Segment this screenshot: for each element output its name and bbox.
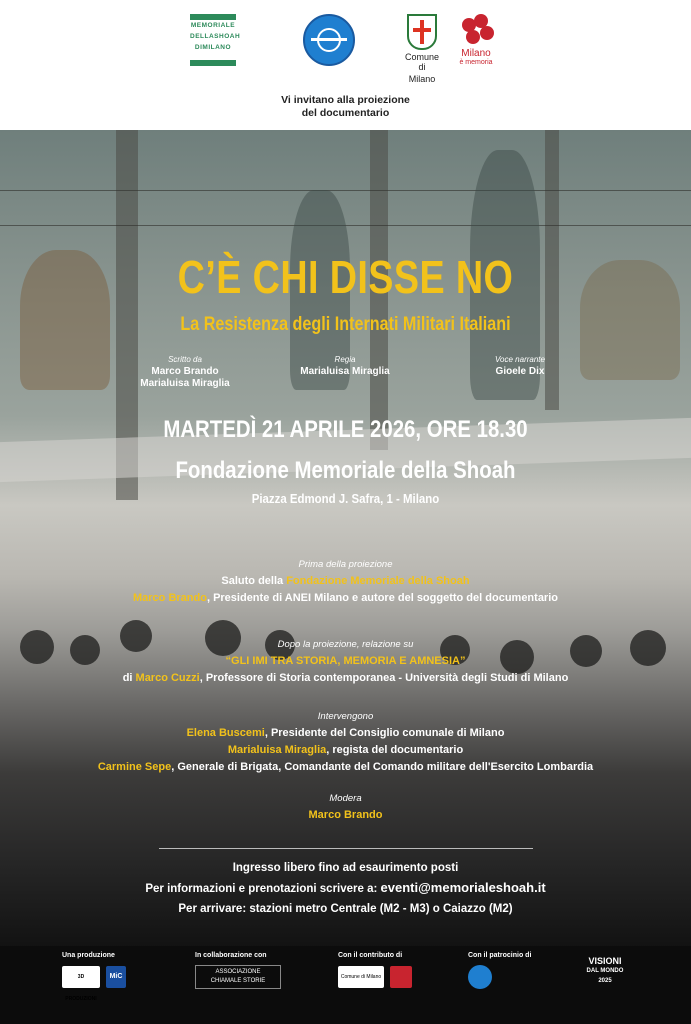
chiamale-storie-logo: ASSOCIAZIONE CHIAMALE STORIE xyxy=(195,965,281,989)
credit-writers: Scritto da Marco Brando Marialuisa Miraglia xyxy=(140,355,230,389)
flower-icon xyxy=(456,14,496,48)
patronage-group: Con il patrocinio di xyxy=(468,952,531,989)
barbed-wire-icon xyxy=(311,38,347,41)
invitation-text: Vi invitano alla proiezione del documentario xyxy=(281,94,410,119)
production-group: Una produzione 3D PRODUZIONI MiC xyxy=(62,952,126,989)
comune-milano-logo: Comune di Milano xyxy=(402,14,442,74)
red-sponsor-logo xyxy=(390,966,412,988)
film-title: C’È CHI DISSE NO xyxy=(177,251,514,303)
memoriale-shoah-logo: MEMORIALE DELLASHOAH DIMILANO xyxy=(190,14,236,66)
mic-logo: MiC xyxy=(106,966,126,988)
program-talk: Dopo la proiezione, relazione su “GLI IMI TRA STORIA, MEMORIA E AMNESIA” di Marco Cuzzi, Professore di Storia contemporanea - Università degli Studi di Milano xyxy=(122,639,569,684)
event-address: Piazza Edmond J. Safra, 1 - Milano xyxy=(251,491,440,506)
3d-produzioni-logo: 3D PRODUZIONI xyxy=(62,966,100,988)
program-speakers: Intervengono Elena Buscemi, Presidente del Consiglio comunale di Milano Marialuisa Miraglia, regista del documentario Carmine Sepe, Generale di Brigata, Comandante del Comando militare dell'Esercito Lombardia xyxy=(97,711,594,773)
anei-small-logo xyxy=(468,965,492,989)
header-area xyxy=(0,0,691,130)
comune-milano-small-logo: Comune di Milano xyxy=(338,966,384,988)
milano-shield-icon xyxy=(407,14,437,50)
sponsor-footer xyxy=(0,946,691,1024)
collaboration-group: In collaborazione con ASSOCIAZIONE CHIAMALE STORIE xyxy=(195,952,281,989)
event-venue: Fondazione Memoriale della Shoah xyxy=(175,457,516,484)
credit-director: Regia Marialuisa Miraglia xyxy=(300,355,390,377)
event-info: Ingresso libero fino ad esaurimento posti Per informazioni e prenotazioni scrivere a: eventi@memorialeshoah.it Per arrivare: stazioni metro Centrale (M2 - M3) o Caiazzo (M2) xyxy=(145,862,546,915)
program-moderator: Modera Marco Brando xyxy=(308,793,383,821)
event-datetime: MARTEDÌ 21 APRILE 2026, ORE 18.30 xyxy=(163,416,528,443)
milano-e-memoria-logo: Milano è memoria xyxy=(452,14,500,74)
anei-logo xyxy=(303,14,355,66)
divider xyxy=(159,848,533,849)
credit-narrator: Voce narrante Gioele Dix xyxy=(495,355,545,377)
email-link[interactable]: eventi@memorialeshoah.it xyxy=(380,880,546,895)
contribution-group: Con il contributo di Comune di Milano xyxy=(338,952,412,989)
program-before: Prima della proiezione Saluto della Fondazione Memoriale della Shoah Marco Brando, Presidente di ANEI Milano e autore del soggetto del documentario xyxy=(132,559,558,604)
film-subtitle: La Resistenza degli Internati Militari Italiani xyxy=(180,314,511,335)
visioni-logo: VISIONI DAL MONDO 2025 xyxy=(586,956,624,984)
poster-background xyxy=(0,130,691,1024)
